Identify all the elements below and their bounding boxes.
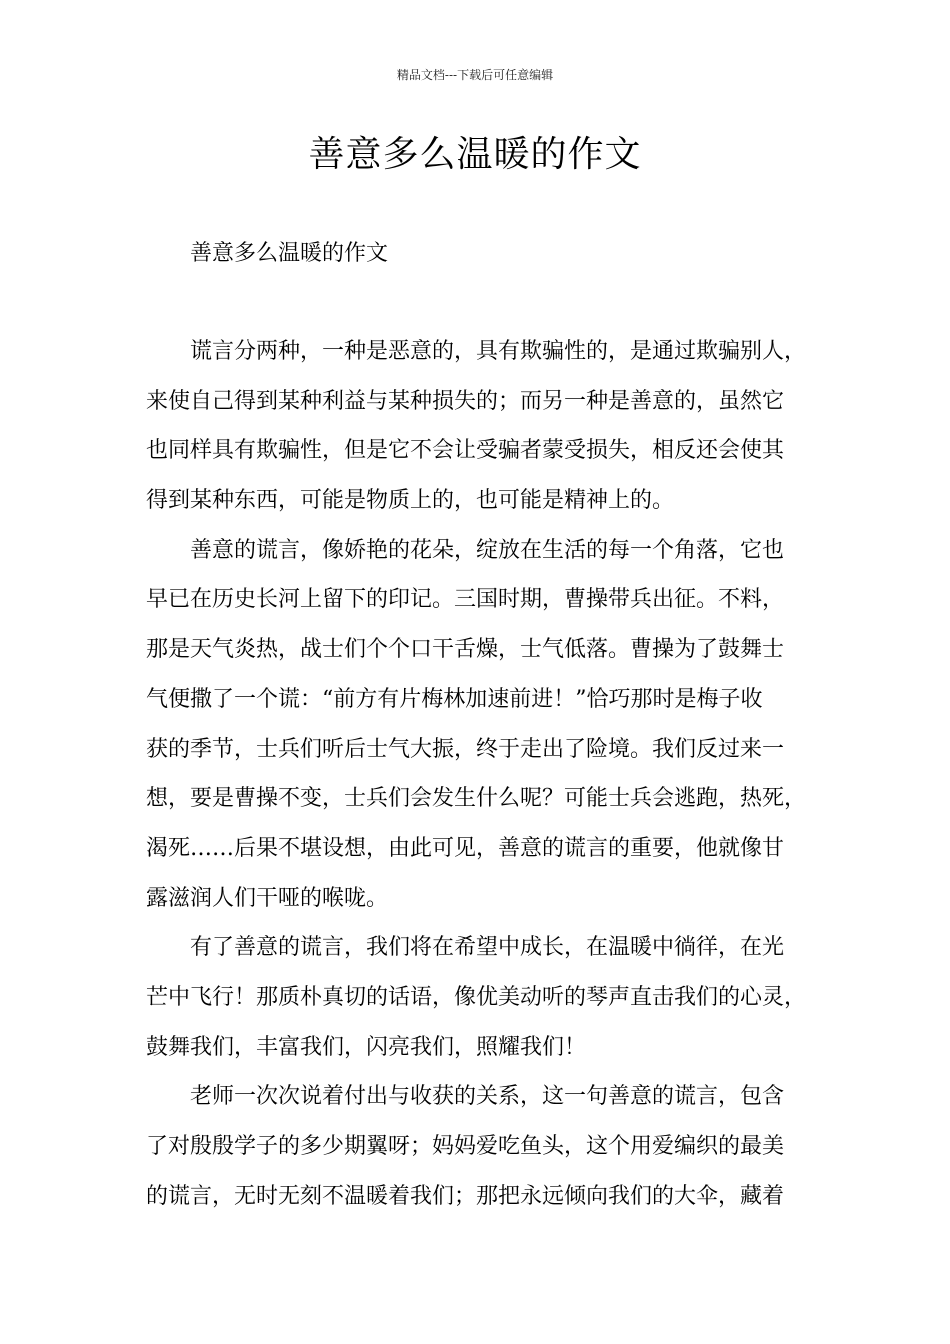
text-line: 也同样具有欺骗性，但是它不会让受骗者蒙受损失，相反还会使其 [146,438,785,464]
text-line: 芒中飞行！那质朴真切的话语，像优美动听的琴声直击我们的心灵， [146,984,807,1010]
text-line: 想，要是曹操不变，士兵们会发生什么呢？可能士兵会逃跑，热死， [146,786,807,812]
text-line: 那是天气炎热，战士们个个口干舌燥，士气低落。曹操为了鼓舞士 [146,637,785,663]
document-body [146,327,830,1221]
text-line: 有了善意的谎言，我们将在希望中成长，在温暖中徜徉，在光 [190,935,785,961]
document-subtitle: 善意多么温暖的作文 [190,241,389,266]
text-line: 气便撒了一个谎：“前方有片梅林加速前进！”恰巧那时是梅子收 [146,686,763,712]
page-header: 精品文档---下载后可任意编辑 [396,68,554,82]
text-line: 鼓舞我们，丰富我们，闪亮我们，照耀我们！ [146,1034,587,1060]
text-line: 谎言分两种，一种是恶意的，具有欺骗性的，是通过欺骗别人， [190,339,807,364]
text-line: 了对殷殷学子的多少期翼呀；妈妈爱吃鱼头，这个用爱编织的最美 [146,1134,785,1159]
text-line: 获的季节，士兵们听后士气大振，终于走出了险境。我们反过来一 [146,736,785,762]
text-line: 得到某种东西，可能是物质上的，也可能是精神上的。 [146,488,675,514]
text-line: 渴死……后果不堪设想，由此可见，善意的谎言的重要，他就像甘 [146,835,785,861]
text-line: 来使自己得到某种利益与某种损失的；而另一种是善意的，虽然它 [146,388,785,414]
text-line: 早已在历史长河上留下的印记。三国时期，曹操带兵出征。不料， [146,587,785,613]
document-title: 善意多么温暖的作文 [308,134,642,175]
text-line: 善意的谎言，像娇艳的花朵，绽放在生活的每一个角落，它也 [190,537,785,563]
text-line: 的谎言，无时无刻不温暖着我们；那把永远倾向我们的大伞，藏着 [146,1183,785,1209]
text-line: 露滋润人们干哑的喉咙。 [146,885,389,911]
text-line: 老师一次次说着付出与收获的关系，这一句善意的谎言，包含 [190,1084,785,1110]
